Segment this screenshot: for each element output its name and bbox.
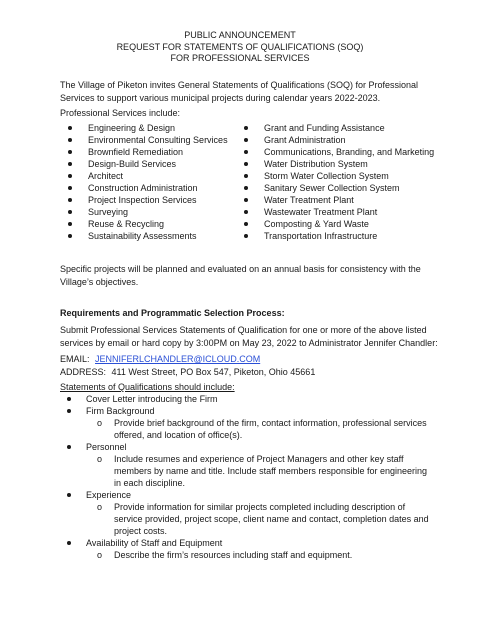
bullet-icon: [67, 397, 71, 401]
bullet-icon: [68, 138, 72, 142]
sub-line: Include resumes and experience of Project Managers and other key staff: [114, 454, 404, 464]
services-list-right: [236, 122, 434, 242]
service-item: Engineering & Design: [60, 122, 228, 134]
bullet-icon: [244, 162, 248, 166]
bullet-icon: [68, 186, 72, 190]
service-item: Composting & Yard Waste: [236, 218, 434, 230]
service-item: Storm Water Collection System: [236, 170, 434, 182]
sub-bullet-icon: o: [97, 454, 103, 464]
service-item: Water Treatment Plant: [236, 194, 434, 206]
header-line-2: REQUEST FOR STATEMENTS OF QUALIFICATIONS (SOQ): [116, 41, 364, 52]
address-row: [60, 366, 315, 378]
bullet-icon: [68, 198, 72, 202]
soq-item-availability: Availability of Staff and Equipment: [60, 537, 430, 549]
bullet-icon: [67, 445, 71, 449]
bullet-icon: [244, 198, 248, 202]
sub-line: Provide brief background of the firm, contact information, professional services: [114, 418, 427, 428]
service-item: Sustainability Assessments: [60, 230, 228, 242]
service-item: Grant and Funding Assistance: [236, 122, 434, 134]
bullet-icon: [67, 541, 71, 545]
service-item: Grant Administration: [236, 134, 434, 146]
address-label: ADDRESS:: [60, 367, 107, 377]
sub-line: Describe the firm’s resources including staff and equipment.: [114, 550, 353, 560]
bullet-icon: [68, 234, 72, 238]
bullet-icon: [244, 186, 248, 190]
service-item: Brownfield Remediation: [60, 146, 228, 158]
bullet-icon: [244, 210, 248, 214]
bullet-icon: [244, 222, 248, 226]
soq-sub-experience: [60, 501, 430, 537]
services-list-left: [60, 122, 228, 242]
service-item: Surveying: [60, 206, 228, 218]
sub-line: service provided, project scope, client name and contact, completion dates and: [114, 514, 429, 524]
bullet-icon: [68, 126, 72, 130]
service-item: Environmental Consulting Services: [60, 134, 228, 146]
soq-item-personnel: Personnel: [60, 441, 430, 453]
bullet-icon: [68, 210, 72, 214]
bullet-icon: [244, 234, 248, 238]
bullet-icon: [244, 126, 248, 130]
address-value: 411 West Street, PO Box 547, Piketon, Ohio 45661: [111, 367, 316, 377]
service-item: Transportation Infrastructure: [236, 230, 434, 242]
bullet-icon: [68, 150, 72, 154]
sub-line: project costs.: [114, 526, 168, 536]
service-item: Reuse & Recycling: [60, 218, 228, 230]
bullet-icon: [244, 174, 248, 178]
submit-line-2: services by email or hard copy by 3:00PM on May 23, 2022 to Administrator Jennifer Chandler:: [60, 338, 438, 348]
soq-section: [60, 381, 430, 561]
header-line-3: FOR PROFESSIONAL SERVICES: [170, 53, 310, 63]
bullet-icon: [244, 138, 248, 142]
soq-sub-personnel: [60, 453, 430, 489]
announcement-header: [0, 30, 480, 65]
email-label: EMAIL:: [60, 354, 90, 364]
sub-bullet-icon: o: [97, 550, 103, 560]
intro-line-1: The Village of Piketon invites General Statements of Qualifications (SOQ) for Professional: [60, 80, 419, 90]
sub-bullet-icon: o: [97, 502, 103, 512]
submit-line-1: Submit Professional Services Statements of Qualification for one or more of the above listed: [60, 325, 427, 335]
soq-item-cover-letter: Cover Letter introducing the Firm: [60, 393, 430, 405]
soq-sub-firm: [60, 417, 430, 441]
soq-item-firm-background: Firm Background: [60, 405, 430, 417]
sub-line: members by name and title. Include staff members responsible for engineering: [114, 466, 427, 476]
specific-line-1: Specific projects will be planned and evaluated on an annual basis for consistency with the: [60, 264, 421, 274]
email-link[interactable]: JENNIFERLCHANDLER@ICLOUD.COM: [95, 354, 261, 364]
service-item: Communications, Branding, and Marketing: [236, 146, 434, 158]
header-line-1: PUBLIC ANNOUNCEMENT: [184, 30, 296, 40]
soq-heading: Statements of Qualifications should include:: [60, 382, 235, 392]
service-item: Water Distribution System: [236, 158, 434, 170]
soq-item-experience: Experience: [60, 489, 430, 501]
bullet-icon: [68, 162, 72, 166]
service-item: Project Inspection Services: [60, 194, 228, 206]
specific-line-2: Village’s objectives.: [60, 277, 139, 287]
bullet-icon: [67, 493, 71, 497]
intro-line-2: Services to support various municipal projects during calendar years 2022-2023.: [60, 93, 381, 103]
bullet-icon: [244, 150, 248, 154]
bullet-icon: [68, 174, 72, 178]
services-label: Professional Services include:: [60, 108, 181, 118]
service-item: Sanitary Sewer Collection System: [236, 182, 434, 194]
service-item: Architect: [60, 170, 228, 182]
bullet-icon: [68, 222, 72, 226]
service-item: Design-Build Services: [60, 158, 228, 170]
service-item: Construction Administration: [60, 182, 228, 194]
sub-bullet-icon: o: [97, 418, 103, 428]
sub-line: offered, and location of office(s).: [114, 430, 243, 440]
sub-line: in each discipline.: [114, 478, 186, 488]
service-item: Wastewater Treatment Plant: [236, 206, 434, 218]
requirements-heading: Requirements and Programmatic Selection Process:: [60, 308, 285, 318]
sub-line: Provide information for similar projects completed including description of: [114, 502, 406, 512]
email-row: [60, 353, 260, 365]
bullet-icon: [67, 409, 71, 413]
soq-sub-availability: [60, 549, 430, 561]
